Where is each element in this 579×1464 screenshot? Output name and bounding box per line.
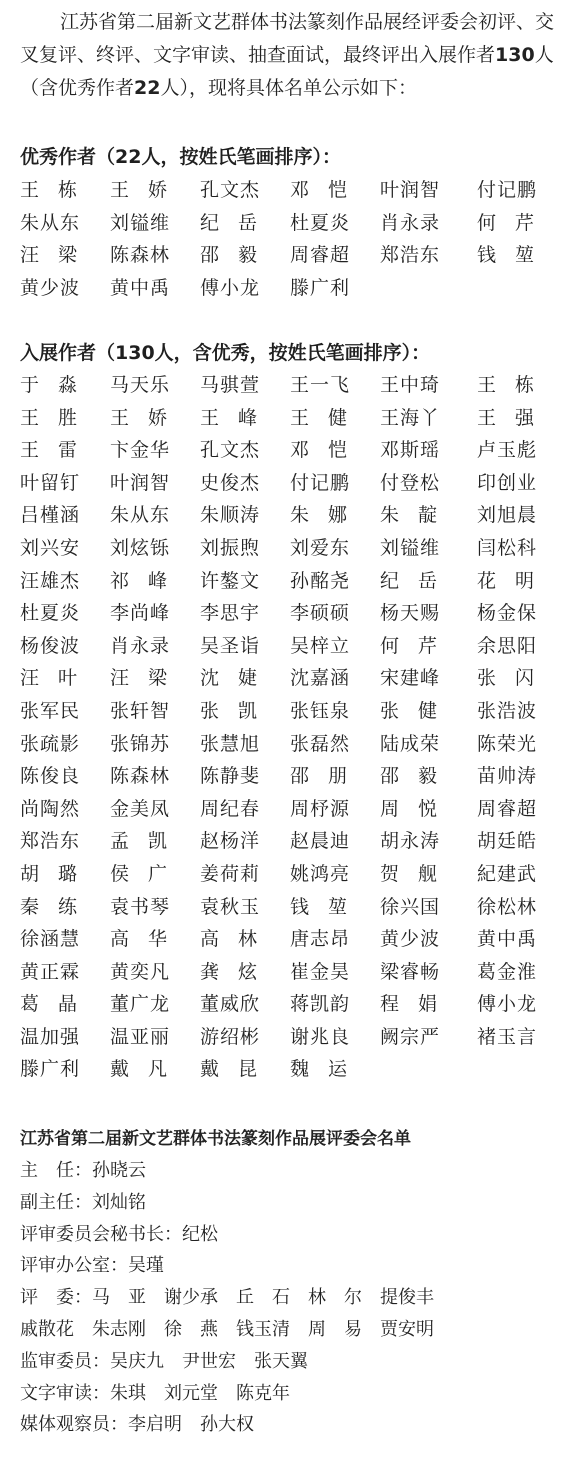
exhibited-author-name: 黄少波 — [380, 928, 441, 951]
exhibited-author-name: 吴梓立 — [290, 634, 351, 657]
committee-members — [20, 1155, 568, 1441]
exhibited-author-name: 陆成荣 — [380, 732, 441, 755]
exhibited-author-name: 张健 — [380, 699, 457, 722]
excellent-author-name: 杜夏炎 — [290, 211, 351, 234]
exhibited-author-name: 张浩波 — [477, 699, 538, 722]
exhibited-author-name: 马骐萱 — [200, 374, 261, 396]
exhibited-author-name: 刘旭晨 — [477, 504, 538, 527]
committee-row: 评审委员会秘书长：纪松 — [20, 1223, 218, 1245]
excellent-author-name: 肖永录 — [380, 211, 441, 234]
exhibited-author-name: 袁秋玉 — [200, 895, 261, 918]
exhibited-author-name: 刘爱东 — [290, 536, 351, 559]
exhibited-author-name: 邓斯瑶 — [380, 439, 441, 462]
exhibited-author-name: 沈嘉涵 — [290, 667, 351, 690]
excellent-author-name: 何芹 — [477, 211, 554, 234]
exhibited-author-name: 何芹 — [380, 634, 457, 657]
intro-excellent-count: 22 — [134, 77, 161, 99]
exhibited-author-name: 朱娜 — [290, 504, 367, 527]
exhibited-author-name: 紀建武 — [477, 862, 538, 885]
committee-title: 江苏省第二届新文艺群体书法篆刻作品展评委会名单 — [20, 1129, 411, 1149]
committee-row: 监审委员：吴庆九 尹世宏 张天翼 — [20, 1350, 308, 1372]
exhibited-author-name: 宋建峰 — [380, 667, 441, 690]
exhibited-author-name: 杨天赐 — [380, 602, 441, 625]
exhibited-author-name: 付记鹏 — [290, 471, 351, 494]
exhibited-author-name: 张锦苏 — [110, 732, 171, 755]
excellent-author-name: 黄少波 — [20, 276, 81, 299]
intro-text-2: 人（含优秀作者 — [20, 44, 554, 99]
exhibited-author-name: 王峰 — [200, 406, 277, 429]
exhibited-author-name: 周悦 — [380, 797, 457, 820]
exhibited-author-name: 卞金华 — [110, 439, 171, 462]
exhibited-author-name: 滕广利 — [20, 1058, 81, 1081]
intro-paragraph — [20, 6, 568, 105]
committee-row: 评 委：马 亚 谢少承 丘 石 林 尔 提俊丰 — [20, 1287, 434, 1309]
exhibited-author-name: 汪雄杰 — [20, 569, 81, 592]
exhibited-author-name: 袁书琴 — [110, 895, 171, 918]
excellent-author-name: 孔文杰 — [200, 179, 261, 201]
exhibited-author-name: 许鏊文 — [200, 569, 261, 592]
exhibited-author-name: 周杼源 — [290, 797, 351, 820]
exhibited-author-name: 邓恺 — [290, 439, 367, 462]
intro-text-3: 人），现将具体名单公示如下： — [160, 77, 417, 99]
exhibited-author-name: 葛金淮 — [477, 960, 538, 983]
exhibited-author-name: 董广龙 — [110, 993, 171, 1016]
exhibited-author-name: 汪叶 — [20, 667, 97, 690]
exhibited-author-name: 孟凯 — [110, 830, 187, 853]
exhibited-author-name: 程娟 — [380, 993, 457, 1016]
excellent-author-name: 邵毅 — [200, 244, 277, 267]
exhibited-author-name: 温加强 — [20, 1025, 81, 1048]
exhibited-author-name: 吴圣诣 — [200, 634, 261, 657]
committee-row: 文字审读：朱琪 刘元堂 陈克年 — [20, 1382, 290, 1404]
committee-section — [20, 1123, 568, 1441]
exhibited-author-name: 徐松林 — [477, 895, 538, 918]
exhibited-author-name: 黄正霖 — [20, 960, 81, 983]
exhibited-author-name: 刘兴安 — [20, 536, 81, 559]
exhibited-author-name: 胡廷皓 — [477, 830, 538, 853]
excellent-authors-heading: 优秀作者（22人，按姓氏笔画排序）： — [20, 146, 341, 168]
exhibited-author-name: 温亚丽 — [110, 1025, 171, 1048]
exhibited-author-name: 刘炫铄 — [110, 536, 171, 559]
exhibited-author-name: 杨金保 — [477, 602, 538, 625]
exhibited-author-name: 王健 — [290, 406, 367, 429]
exhibited-author-name: 周睿超 — [477, 797, 538, 820]
exhibited-author-name: 陈森林 — [110, 765, 171, 788]
exhibited-author-name: 崔金昊 — [290, 960, 351, 983]
exhibited-author-name: 高林 — [200, 928, 277, 951]
exhibited-author-name: 侯广 — [110, 862, 187, 885]
exhibited-authors-heading: 入展作者（130人，含优秀，按姓氏笔画排序）： — [20, 342, 431, 364]
exhibited-author-name: 祁峰 — [110, 569, 187, 592]
exhibited-author-name: 张磊然 — [290, 732, 351, 755]
exhibited-author-name: 唐志昂 — [290, 928, 351, 951]
exhibited-author-name: 刘镒维 — [380, 536, 441, 559]
exhibited-author-name: 阙宗严 — [380, 1025, 441, 1048]
excellent-author-name: 刘镒维 — [110, 211, 171, 234]
exhibited-author-name: 陈荣光 — [477, 732, 538, 755]
exhibited-author-name: 胡永涛 — [380, 830, 441, 853]
exhibited-author-name: 史俊杰 — [200, 471, 261, 494]
intro-total-count: 130 — [495, 44, 535, 66]
exhibited-author-name: 吕槿涵 — [20, 504, 81, 527]
exhibited-author-name: 张慧旭 — [200, 732, 261, 755]
exhibited-author-name: 朱从东 — [110, 504, 171, 527]
exhibited-author-name: 马天乐 — [110, 374, 171, 396]
exhibited-author-name: 龚炫 — [200, 960, 277, 983]
exhibited-author-name: 戴凡 — [110, 1058, 187, 1081]
exhibited-author-name: 王强 — [477, 406, 554, 429]
exhibited-author-name: 尚陶然 — [20, 797, 81, 820]
committee-row: 评审办公室：吴瑾 — [20, 1255, 164, 1277]
exhibited-author-name: 杨俊波 — [20, 634, 81, 657]
excellent-author-name: 黄中禹 — [110, 276, 171, 299]
exhibited-author-name: 谢兆良 — [290, 1025, 351, 1048]
exhibited-author-name: 赵杨洋 — [200, 830, 261, 853]
excellent-author-name: 王栋 — [20, 179, 97, 201]
exhibited-author-name: 郑浩东 — [20, 830, 81, 853]
exhibited-author-name: 张凯 — [200, 699, 277, 722]
exhibited-author-name: 闫松科 — [477, 536, 538, 559]
excellent-author-name: 钱堃 — [477, 244, 554, 267]
exhibited-author-name: 朱靛 — [380, 504, 457, 527]
exhibited-author-name: 王栋 — [477, 374, 554, 396]
exhibited-author-name: 胡璐 — [20, 862, 97, 885]
excellent-author-name: 邓恺 — [290, 179, 367, 201]
exhibited-author-name: 刘振煦 — [200, 536, 261, 559]
exhibited-author-name: 付登松 — [380, 471, 441, 494]
exhibited-author-name: 王娇 — [110, 406, 187, 429]
exhibited-author-name: 张疏影 — [20, 732, 81, 755]
excellent-author-name: 朱从东 — [20, 211, 81, 234]
excellent-author-name: 陈森林 — [110, 244, 171, 267]
exhibited-author-name: 朱顺涛 — [200, 504, 261, 527]
exhibited-author-name: 王胜 — [20, 406, 97, 429]
exhibited-author-name: 邵毅 — [380, 765, 457, 788]
exhibited-author-name: 金美凤 — [110, 797, 171, 820]
exhibited-author-name: 周纪春 — [200, 797, 261, 820]
exhibited-author-name: 王一飞 — [290, 374, 351, 396]
excellent-author-name: 傅小龙 — [200, 276, 261, 299]
exhibited-author-name: 姚鸿亮 — [290, 862, 351, 885]
exhibited-author-name: 杜夏炎 — [20, 602, 81, 625]
exhibited-authors-list — [20, 369, 568, 1086]
exhibited-author-name: 王雷 — [20, 439, 97, 462]
exhibited-author-name: 沈婕 — [200, 667, 277, 690]
exhibited-author-name: 徐涵慧 — [20, 928, 81, 951]
exhibited-author-name: 陈静斐 — [200, 765, 261, 788]
exhibited-author-name: 黄奕凡 — [110, 960, 171, 983]
committee-row: 主 任：孙晓云 — [20, 1160, 146, 1181]
exhibited-author-name: 钱堃 — [290, 895, 367, 918]
exhibited-author-name: 张钰泉 — [290, 699, 351, 722]
exhibited-author-name: 李尚峰 — [110, 602, 171, 625]
exhibited-author-name: 傅小龙 — [477, 993, 538, 1016]
exhibited-author-name: 贺舰 — [380, 862, 457, 885]
exhibited-author-name: 高华 — [110, 928, 187, 951]
exhibited-author-name: 董威欣 — [200, 993, 261, 1016]
exhibited-author-name: 李思宇 — [200, 602, 261, 625]
exhibited-author-name: 秦练 — [20, 895, 97, 918]
exhibited-author-name: 卢玉彪 — [477, 439, 538, 462]
exhibited-author-name: 孔文杰 — [200, 439, 261, 462]
exhibited-author-name: 魏运 — [290, 1058, 367, 1081]
excellent-author-name: 王娇 — [110, 179, 187, 201]
exhibited-author-name: 姜荷莉 — [200, 862, 261, 885]
committee-row: 戚散花 朱志刚 徐 燕 钱玉清 周 易 贾安明 — [20, 1318, 434, 1340]
exhibited-author-name: 纪岳 — [380, 569, 457, 592]
exhibited-author-name: 邵朋 — [290, 765, 367, 788]
exhibited-author-name: 游绍彬 — [200, 1025, 261, 1048]
exhibited-author-name: 梁睿畅 — [380, 960, 441, 983]
excellent-author-name: 滕广利 — [290, 276, 351, 299]
exhibited-author-name: 徐兴国 — [380, 895, 441, 918]
exhibited-author-name: 肖永录 — [110, 634, 171, 657]
excellent-author-name: 郑浩东 — [380, 244, 441, 267]
committee-row: 副主任：刘灿铭 — [20, 1191, 146, 1213]
exhibited-author-name: 王中琦 — [380, 374, 441, 396]
exhibited-author-name: 张闪 — [477, 667, 554, 690]
exhibited-author-name: 张军民 — [20, 699, 81, 722]
exhibited-author-name: 蒋凯韵 — [290, 993, 351, 1016]
exhibited-author-name: 叶润智 — [110, 471, 171, 494]
exhibited-author-name: 赵晨迪 — [290, 830, 351, 853]
exhibited-author-name: 张轩智 — [110, 699, 171, 722]
excellent-author-name: 周睿超 — [290, 244, 351, 267]
exhibited-author-name: 葛晶 — [20, 993, 97, 1016]
exhibited-author-name: 花明 — [477, 569, 554, 592]
exhibited-author-name: 黄中禹 — [477, 928, 538, 951]
exhibited-author-name: 李硕硕 — [290, 602, 351, 625]
excellent-authors-list — [20, 174, 568, 304]
excellent-author-name: 付记鹏 — [477, 179, 538, 201]
exhibited-author-name: 陈俊良 — [20, 765, 81, 788]
exhibited-author-name: 于淼 — [20, 374, 97, 396]
exhibited-author-name: 叶留钉 — [20, 471, 81, 494]
committee-row: 媒体观察员：李启明 孙大权 — [20, 1414, 254, 1436]
exhibited-author-name: 戴昆 — [200, 1058, 277, 1081]
exhibited-author-name: 印创业 — [477, 471, 538, 494]
exhibited-author-name: 王海丫 — [380, 406, 441, 429]
excellent-author-name: 纪岳 — [200, 211, 277, 234]
excellent-author-name: 叶润智 — [380, 179, 441, 201]
exhibited-author-name: 苗帅涛 — [477, 765, 538, 788]
exhibited-author-name: 汪梁 — [110, 667, 187, 690]
exhibited-author-name: 孙酩尧 — [290, 569, 351, 592]
intro-text-1: 江苏省第二届新文艺群体书法篆刻作品展经评委会初评、交叉复评、终评、文字审读、抽查面试，最终评出入展作者 — [20, 11, 555, 66]
excellent-author-name: 汪梁 — [20, 244, 97, 267]
exhibited-author-name: 褚玉言 — [477, 1025, 538, 1048]
exhibited-author-name: 余思阳 — [477, 634, 538, 657]
